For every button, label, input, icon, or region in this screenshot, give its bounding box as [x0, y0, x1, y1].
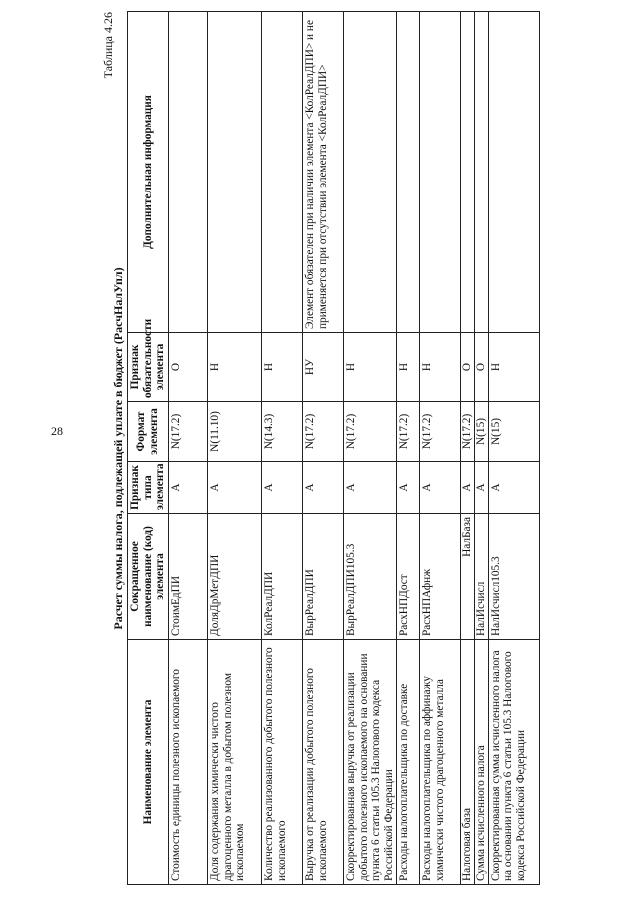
cell-element-type: А	[461, 462, 475, 514]
cell-element-format: N(17.2)	[420, 402, 461, 462]
cell-element-type: А	[475, 462, 489, 514]
cell-element-type: А	[420, 462, 461, 514]
column-header: Формат элемента	[128, 402, 169, 462]
cell-element-format: N(15)	[475, 402, 489, 462]
column-header: Сокращенное наименование (код) элемента	[128, 514, 169, 640]
table-row	[343, 12, 397, 885]
table-title: Расчет суммы налога, подлежащей уплате в бюджет (РасчНалУпл)	[111, 267, 125, 630]
table-row	[475, 12, 489, 885]
table-header-row	[128, 12, 169, 885]
table-label: Таблица 4.26	[101, 12, 115, 79]
cell-element-name: Налоговая база	[461, 640, 475, 885]
cell-element-name: Сумма исчисленного налога	[475, 640, 489, 885]
cell-additional-info	[261, 12, 302, 333]
cell-element-name: Доля содержания химически чистого драгоценного металла в добытом полезном ископаемом	[207, 640, 261, 885]
cell-element-code: РасхНПАфнж	[420, 514, 461, 640]
cell-element-code: НалБаза	[461, 514, 475, 640]
table-row	[461, 12, 475, 885]
cell-element-name: Скорректированная сумма исчисленного налога на основании пункта 6 статьи 105.3 Налогового кодекса Российской Федерации	[488, 640, 539, 885]
table-row	[302, 12, 343, 885]
cell-element-format: N(17.2)	[168, 402, 207, 462]
cell-additional-info	[488, 12, 539, 333]
page-number: 28	[51, 424, 63, 438]
cell-element-format: N(17.2)	[343, 402, 397, 462]
cell-element-required: Н	[397, 333, 420, 402]
column-header: Признак обязательности элемента	[128, 333, 169, 402]
cell-element-required: О	[475, 333, 489, 402]
cell-element-required: Н	[261, 333, 302, 402]
cell-element-required: Н	[207, 333, 261, 402]
table-row	[488, 12, 539, 885]
cell-element-code: КолРеалДПИ	[261, 514, 302, 640]
cell-element-type: А	[302, 462, 343, 514]
cell-element-code: ДоляДрМетДПИ	[207, 514, 261, 640]
cell-element-required: Н	[343, 333, 397, 402]
cell-element-format: N(17.2)	[461, 402, 475, 462]
column-header: Наименование элемента	[128, 640, 169, 885]
cell-element-type: А	[168, 462, 207, 514]
table-row	[207, 12, 261, 885]
element-table	[127, 11, 540, 885]
cell-element-format: N(17.2)	[397, 402, 420, 462]
cell-element-required: Н	[420, 333, 461, 402]
cell-element-format: N(14.3)	[261, 402, 302, 462]
cell-additional-info	[168, 12, 207, 333]
cell-additional-info	[207, 12, 261, 333]
cell-element-required: Н	[488, 333, 539, 402]
cell-element-name: Расходы налогоплательщика по аффинажу химически чистого драгоценного металла	[420, 640, 461, 885]
cell-element-name: Количество реализованного добытого полезного ископаемого	[261, 640, 302, 885]
cell-element-type: А	[488, 462, 539, 514]
table-row	[168, 12, 207, 885]
cell-element-type: А	[261, 462, 302, 514]
cell-element-type: А	[343, 462, 397, 514]
cell-element-name: Расходы налогоплательщика по доставке	[397, 640, 420, 885]
cell-element-format: N(17.2)	[302, 402, 343, 462]
cell-element-name: Стоимость единицы полезного ископаемого	[168, 640, 207, 885]
cell-additional-info	[420, 12, 461, 333]
cell-element-name: Выручка от реализации добытого полезного ископаемого	[302, 640, 343, 885]
cell-element-required: НУ	[302, 333, 343, 402]
cell-element-format: N(15)	[488, 402, 539, 462]
cell-element-code: РасхНПДост	[397, 514, 420, 640]
cell-additional-info	[475, 12, 489, 333]
column-header: Дополнительная информация	[128, 12, 169, 333]
table-row	[397, 12, 420, 885]
cell-additional-info	[461, 12, 475, 333]
table-row	[420, 12, 461, 885]
table-row	[261, 12, 302, 885]
cell-element-required: О	[461, 333, 475, 402]
cell-element-code: НалИсчисл105.3	[488, 514, 539, 640]
cell-element-code: НалИсчисл	[475, 514, 489, 640]
column-header: Признак типа элемента	[128, 462, 169, 514]
cell-element-code: СтоимЕдПИ	[168, 514, 207, 640]
cell-additional-info: Элемент обязателен при наличии элемента <КолРеалДПИ> и не применяется при отсутствии элемента <КолРеалДПИ>	[302, 12, 343, 333]
cell-element-type: А	[397, 462, 420, 514]
cell-element-type: А	[207, 462, 261, 514]
cell-additional-info	[343, 12, 397, 333]
cell-element-code: ВырРеалДПИ105.3	[343, 514, 397, 640]
cell-element-code: ВырРеалДПИ	[302, 514, 343, 640]
cell-element-name: Скорректированная выручка от реализации добытого полезного ископаемого на основании пункта 6 статьи 105.3 Налогового кодекса Российской Федерации	[343, 640, 397, 885]
cell-additional-info	[397, 12, 420, 333]
rotated-page-content	[95, 12, 630, 885]
cell-element-required: О	[168, 333, 207, 402]
cell-element-format: N(11.10)	[207, 402, 261, 462]
